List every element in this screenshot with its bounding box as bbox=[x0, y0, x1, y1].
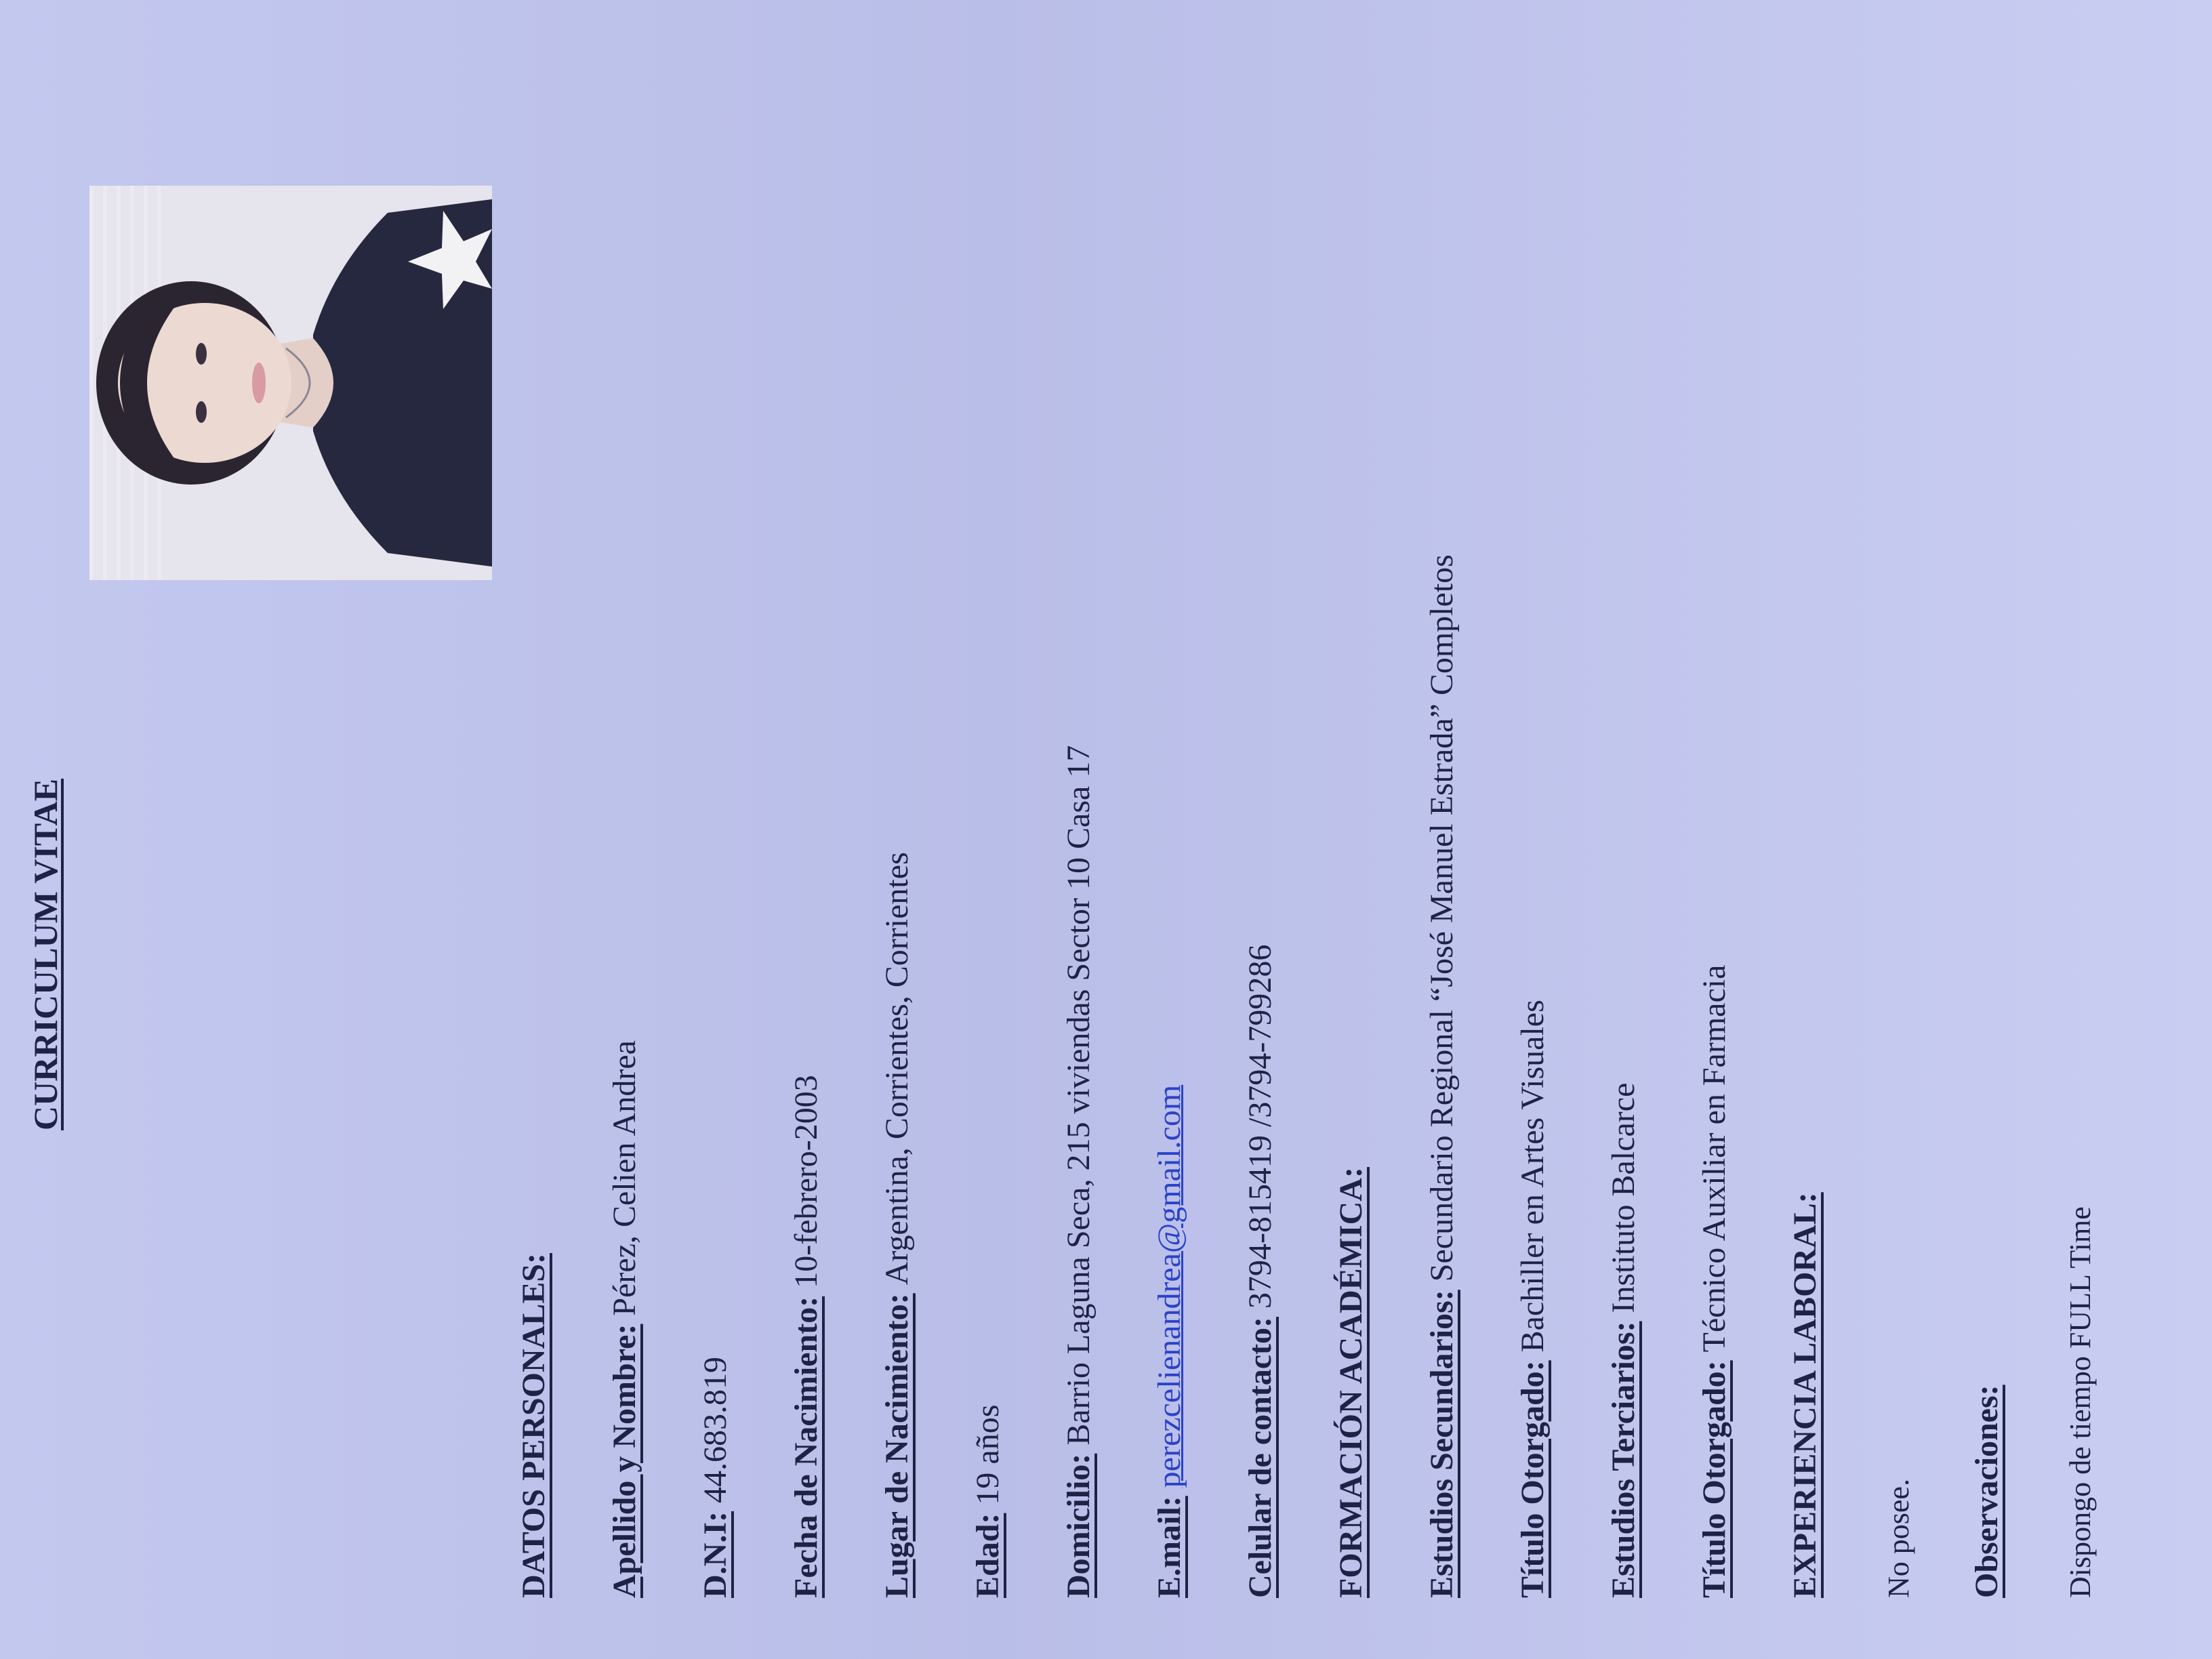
field-age-value: 19 años bbox=[970, 1404, 1006, 1505]
field-email bbox=[1151, 1085, 1188, 1598]
field-tertiary-title bbox=[1696, 965, 1733, 1598]
field-secondary-title-value: Bachiller en Artes Visuales bbox=[1515, 1000, 1551, 1353]
field-age-label: Edad: bbox=[970, 1513, 1006, 1598]
field-birth-date-value: 10-febrero-2003 bbox=[788, 1075, 824, 1288]
field-name-value: Pérez, Celien Andrea bbox=[607, 1040, 642, 1316]
field-tertiary-title-label: Título Otorgado: bbox=[1696, 1360, 1732, 1598]
field-age bbox=[969, 1405, 1006, 1598]
portrait-image bbox=[89, 186, 492, 580]
field-birth-place-label: Lugar de Nacimiento: bbox=[879, 1293, 915, 1598]
field-email-label: E.mail: bbox=[1151, 1496, 1187, 1598]
field-tertiary-value: Instituto Balcarce bbox=[1605, 1082, 1641, 1313]
field-dni-label: D.N.I: bbox=[697, 1511, 733, 1598]
field-secondary-studies bbox=[1423, 554, 1460, 1598]
section-personal-data: DATOS PERSONALES: bbox=[516, 1252, 552, 1598]
field-phone-label: Celular de contacto: bbox=[1242, 1316, 1278, 1598]
field-dni bbox=[697, 1357, 734, 1598]
section-observations: Observaciones: bbox=[1969, 1385, 2005, 1598]
cv-title: CURRICULUM VITAE bbox=[26, 778, 64, 1130]
field-phone-value: 3794-815419 /3794-799286 bbox=[1242, 944, 1278, 1309]
field-secondary-value: Secundario Regional “José Manuel Estrada” Completos bbox=[1424, 554, 1460, 1282]
field-tertiary-label: Estudios Terciarios: bbox=[1605, 1321, 1641, 1598]
field-secondary-title bbox=[1514, 1000, 1551, 1598]
experience-text: No posee. bbox=[1882, 1479, 1915, 1598]
field-secondary-title-label: Título Otorgado: bbox=[1515, 1360, 1551, 1598]
field-name bbox=[606, 1040, 643, 1598]
field-tertiary-studies bbox=[1605, 1083, 1642, 1598]
field-name-label: Apellido y Nombre: bbox=[607, 1324, 642, 1598]
field-dni-value: 44.683.819 bbox=[697, 1357, 733, 1503]
field-birth-date bbox=[787, 1075, 825, 1598]
field-birth-place-value: Argentina, Corrientes, Corrientes bbox=[879, 852, 915, 1286]
field-address-value: Barrio Laguna Seca, 215 viviendas Sector 10 Casa 17 bbox=[1061, 745, 1097, 1446]
field-birth-place bbox=[878, 852, 916, 1598]
field-address bbox=[1060, 745, 1097, 1598]
section-academic: FORMACIÓN ACADÉMICA: bbox=[1333, 1167, 1369, 1598]
field-phone bbox=[1242, 945, 1279, 1598]
field-address-label: Domicilio: bbox=[1061, 1453, 1097, 1598]
field-secondary-label: Estudios Secundarios: bbox=[1424, 1290, 1460, 1598]
portrait-photo bbox=[89, 186, 492, 580]
section-experience: EXPERIENCIA LABORAL: bbox=[1787, 1192, 1823, 1598]
observations-text: Dispongo de tiempo FULL Time bbox=[2064, 1206, 2097, 1598]
field-birth-date-label: Fecha de Nacimiento: bbox=[788, 1296, 824, 1598]
email-link[interactable]: perezcelienandrea@gmail.com bbox=[1151, 1084, 1187, 1488]
field-tertiary-title-value: Técnico Auxiliar en Farmacia bbox=[1696, 964, 1732, 1353]
